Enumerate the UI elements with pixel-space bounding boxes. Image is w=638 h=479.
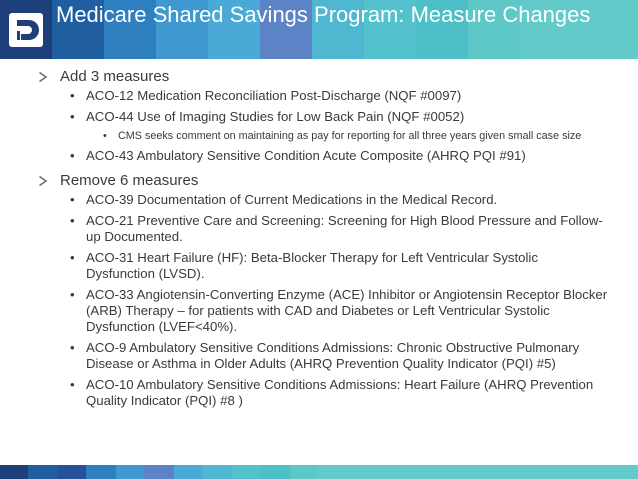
arrow-bullet-icon: [38, 71, 48, 83]
band-segment: [290, 465, 318, 479]
list-item-text: ACO-39 Documentation of Current Medications in the Medical Record.: [86, 192, 498, 207]
list-item: [0, 192, 638, 208]
list-item-text: ACO-43 Ambulatory Sensitive Condition Acute Composite (AHRQ PQI #91): [86, 148, 526, 163]
slide-body: [0, 64, 638, 409]
list-item: [0, 109, 638, 125]
section-heading: [0, 68, 638, 86]
band-segment: [144, 465, 174, 479]
bullet-dot-icon: •: [70, 250, 75, 265]
list-item-text: ACO-44 Use of Imaging Studies for Low Back Pain (NQF #0052): [86, 109, 465, 124]
bullet-dot-icon: •: [70, 287, 75, 302]
section-heading-text: Add 3 measures: [60, 68, 170, 85]
list-item: [0, 287, 638, 335]
bullet-dot-icon: •: [103, 130, 107, 142]
list-item: [0, 213, 638, 245]
list-item-text: ACO-12 Medication Reconciliation Post-Discharge (NQF #0097): [86, 88, 462, 103]
bullet-dot-icon: •: [70, 213, 75, 228]
bullet-dot-icon: •: [70, 109, 75, 124]
list-item-text: ACO-33 Angiotensin-Converting Enzyme (ACE) Inhibitor or Angiotensin Receptor Blocker (ARB) Therapy – for patients with CAD and Diabetes or Left Ventricular Systolic Dysfunction (LVEF<40%).: [86, 287, 608, 334]
arrow-bullet-icon: [38, 175, 48, 187]
bullet-dot-icon: •: [70, 148, 75, 163]
band-segment: [86, 465, 116, 479]
bullet-dot-icon: •: [70, 340, 75, 355]
band-segment: [174, 465, 202, 479]
list-item-text: ACO-9 Ambulatory Sensitive Conditions Admissions: Chronic Obstructive Pulmonary Disease or Asthma in Older Adults (AHRQ Prevention Quality Indicator (PQI) #5): [86, 340, 580, 371]
band-segment: [260, 465, 290, 479]
band-segment: [232, 465, 260, 479]
sub-list-item-text: CMS seeks comment on maintaining as pay for reporting for all three years given small case size: [118, 130, 582, 142]
band-segment: [318, 465, 638, 479]
bullet-dot-icon: •: [70, 377, 75, 392]
list-item-text: ACO-21 Preventive Care and Screening: Screening for High Blood Pressure and Follow-up Documented.: [86, 213, 603, 244]
brand-logo-icon: [9, 13, 43, 47]
section-heading-text: Remove 6 measures: [60, 172, 199, 189]
band-segment: [28, 465, 58, 479]
band-segment: [58, 465, 86, 479]
section-heading: [0, 172, 638, 190]
band-segment: [202, 465, 232, 479]
list-item: [0, 340, 638, 372]
list-item: [0, 377, 638, 409]
band-segment: [116, 465, 144, 479]
bullet-dot-icon: •: [70, 88, 75, 103]
slide-title: Medicare Shared Savings Program: Measure Changes: [56, 2, 591, 27]
list-item: [0, 250, 638, 282]
bullet-dot-icon: •: [70, 192, 75, 207]
list-item-text: ACO-10 Ambulatory Sensitive Conditions Admissions: Heart Failure (AHRQ Prevention Quality Indicator (PQI) #8 ): [86, 377, 594, 408]
title-band: [0, 0, 638, 59]
footer-band: [0, 465, 638, 479]
sub-list-item: [0, 130, 638, 143]
band-segment: [0, 465, 28, 479]
list-item: [0, 88, 638, 104]
list-item: [0, 148, 638, 164]
list-item-text: ACO-31 Heart Failure (HF): Beta-Blocker Therapy for Left Ventricular Systolic Dysfunction (LVSD).: [86, 250, 538, 281]
